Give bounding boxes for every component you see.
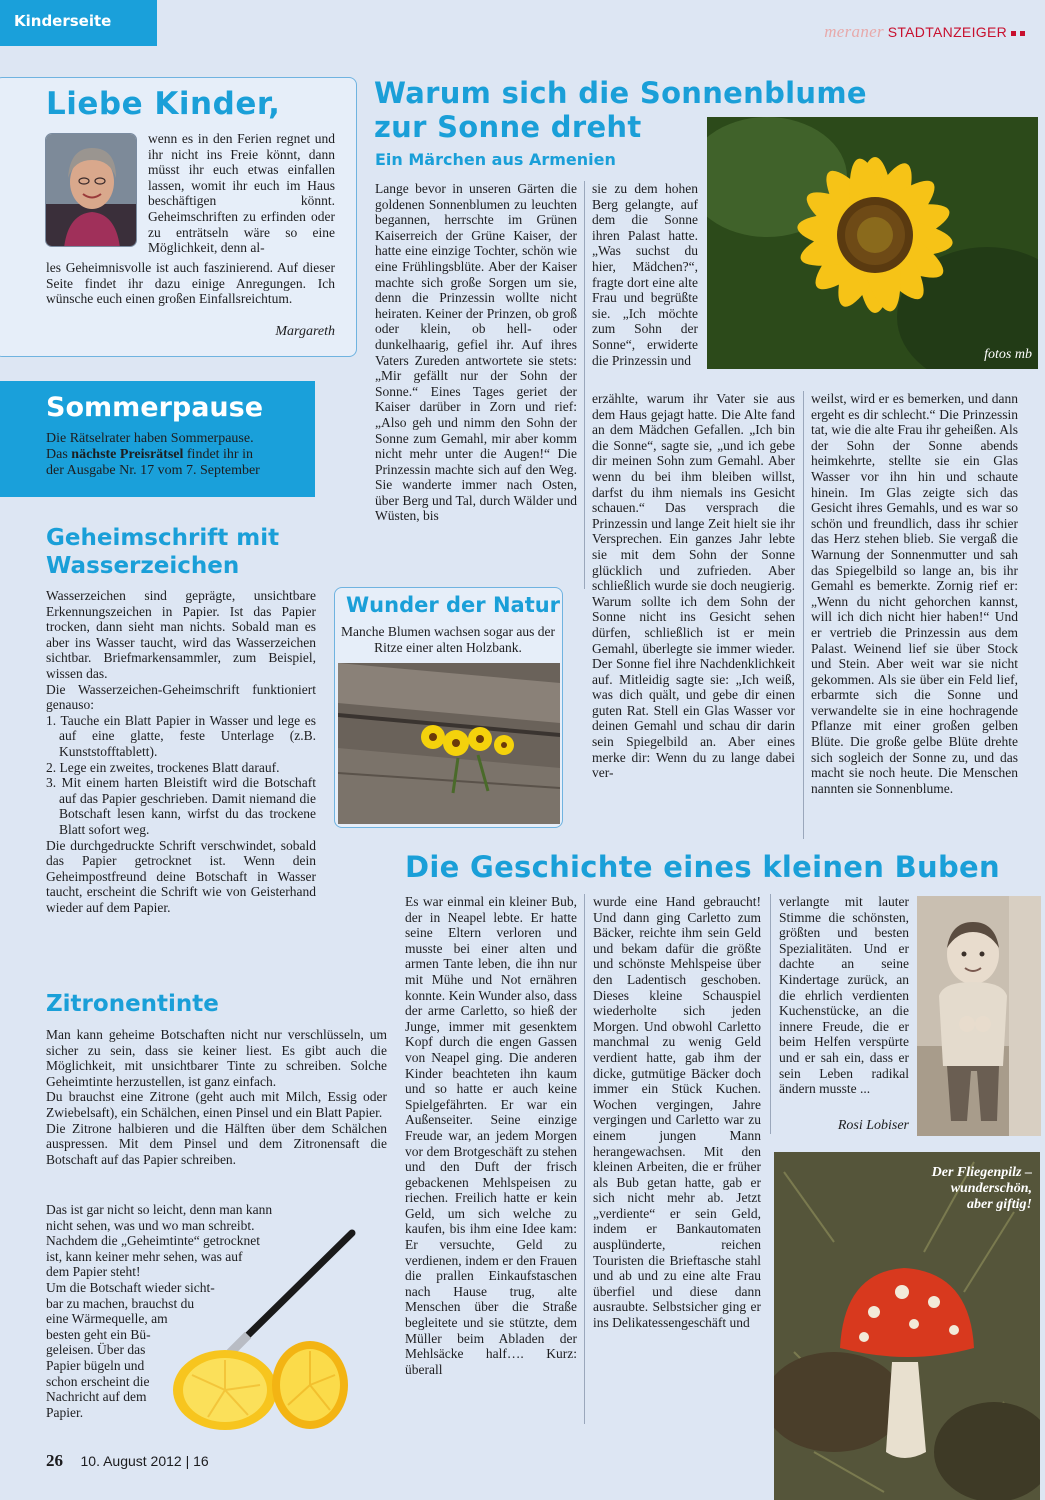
step-text: Lege ein zweites, trockenes Blatt darauf.: [59, 759, 280, 775]
geheimschrift-title: Geheimschrift mit Wasserzeichen: [46, 525, 280, 579]
zitrone-line: Nachdem die „Geheimtinte“ getrocknet: [46, 1233, 261, 1249]
zitrone-line: Papier.: [46, 1404, 84, 1420]
zitrone-line: Das ist gar nicht so leicht, denn man kann: [46, 1202, 273, 1217]
buben-col1: Es war einmal ein kleiner Bub, der in Neapel lebte. Er hatte seine Eltern verloren und musste bei einer alten und armen Tante leben, die ihn nur mit Mühe und Not ernähren konnte. Kein Wunder also, dass der arme Carletto, so hieß der Junge, immer mit gesenktem Kopf durch die engen Gassen von Neapel ging. Die anderen Kinder beachteten ihn kaum und so hatte er auch keine Spielgefährten. Er war ein Außenseiter. Seine einzige Freude war, an jedem Morgen vor dem Brotgeschäft zu stehen und den Duft der frisch gebackenen Mehlspeisen zu riechen. Freilich hatte er kein Geld, um sich welche zu kaufen, bis ihm eine Idee kam: Er versuchte, Geld zu verdienen, indem er den Frauen die prallen Einkaufstaschen nach Hause trug, alte Menschen über die Straße begleitete und sie stützte, dem Müller beim Abladen der Mehlsäcke half…. Kurz: überall: [405, 894, 577, 1377]
zitrone-line: Papier bügeln und: [46, 1357, 145, 1373]
letter-text-full: les Geheimnisvolle ist auch faszinierend. Auf dieser Seite findet ihr dazu einige Anregungen. Ich wünsche euch einen großen Einfallsreichtum.: [46, 260, 335, 307]
author-portrait: [45, 133, 137, 247]
geheim-outro: Die durchgedruckte Schrift verschwindet, sobald das Papier getrocknet ist. Wenn dein Geheimpostfreund deine Botschaft in Wasser taucht, erscheint die Schrift wie von Geisterhand wieder auf dem Papier.: [46, 837, 316, 915]
letter-title: Liebe Kinder,: [46, 86, 281, 122]
buben-col3: verlangte mit lauter Stimme die schönsten, größten und besten Spezialitäten. Und er dachte an seine Kindertage zurück, an die ehrlich verdienten Kuchenstücke, an die innere Freude, die er beim Helfen verspürte und er sah ein, dass er sein Leben radikal ändern musste ...: [779, 894, 909, 1097]
zitrone-line: geleisen. Über das: [46, 1342, 146, 1358]
zitrone-line: ist, kann keiner mehr sehen, was auf: [46, 1248, 243, 1264]
sommerpause-text: [46, 431, 311, 479]
sommerpause-line: der Ausgabe Nr. 17 vom 7. September: [46, 463, 260, 478]
mushroom-caption-l2: wunderschön,: [950, 1181, 1032, 1196]
sonnenblume-col1: Lange bevor in unseren Gärten die goldenen Sonnenblumen zu leuchten begannen, herrschte im Grünen Kaiserreich der Grüne Kaiser, der hatte eine einzige Tochter, schön wie eine Frühlingsblüte. Aber der Kaiser machte sich große Sorgen um sie, denn die Prinzessin wollte nicht heiraten. Keiner der Prinzen, ob groß oder klein, ob hell- oder dunkelhaarig, gefiel ihr. Auf ihres Vaters Zureden antwortete sie stets: „Mir gefällt nur der Sohn der Sonne.“ Eines Tages geriet der Kaiser darüber in Zorn und rief: „Also geh und nimm den Sohn der Sonne zum Gemahl, mir aber komm nicht mehr unter die Augen!“ Die Prinzessin machte sich auf den Weg. Sie wanderte immer nach Osten, über Berg und Tal, durch Wälder und Wüsten, bis: [375, 181, 577, 524]
step-item: 3. Mit einem harten Bleistift wird die Botschaft auf das Papier geschrieben. Damit niemand die Botschaft lesen kann, wirfst du das trockene Blatt sofort weg.: [46, 775, 316, 837]
lemon-brush-image: [170, 1225, 360, 1435]
text-span: findet ihr in: [183, 447, 253, 462]
zitrone-line: besten geht ein Bü-: [46, 1326, 151, 1342]
zitrone-line: nicht sehen, was und wo man schreibt.: [46, 1217, 255, 1233]
zitrone-p1: Man kann geheime Botschaften nicht nur verschlüsseln, um sicher zu sein, dass sie keiner liest. Es gibt auch die Möglichkeit, mit unsichtbarer Tinte zu schreiben. Solche Geheimtinte herzustellen, ist ganz einfach.: [46, 1027, 387, 1089]
zitronentinte-title: Zitronentinte: [46, 991, 219, 1017]
title-line: Warum sich die Sonnenblume: [374, 76, 867, 110]
buben-author: Rosi Lobiser: [837, 1118, 909, 1133]
sommerpause-line: Die Rätselrater haben Sommerpause.: [46, 431, 254, 446]
buben-title: Die Geschichte eines kleinen Buben: [405, 850, 1000, 884]
sonnenblume-col2-narrow: sie zu dem hohen Berg gelangte, auf dem die Sonne ihren Palast hatte. „Was suchst du hier, Mädchen?“, fragte dort eine alte Frau und begrüßte sie. „Ich möchte zum Sohn der Sonne“, erwiderte die Prinzessin und: [592, 181, 698, 368]
step-item: 1. Tauche ein Blatt Papier in Wasser und lege es auf eine glatte, feste Unterlage (z.B. Kunststofftablett).: [46, 712, 316, 759]
wunder-caption: Manche Blumen wachsen sogar aus der Ritze einer alten Holzbank.: [340, 624, 556, 655]
zitrone-p2: Du brauchst eine Zitrone (geht auch mit Milch, Essig oder Zwiebelsaft), ein Schälchen, einen Pinsel und ein Blatt Papier.: [46, 1089, 387, 1120]
zitrone-line: eine Wärmequelle, am: [46, 1311, 168, 1327]
letter-text-wrap: wenn es in den Ferien regnet und ihr nicht ins Freie könnt, dann müsst ihr euch etwas einfallen lassen, womit ihr euch im Haus beschäftigen könnt. Geheimschriften zu erfinden oder zu enträtseln wäre so eine Möglichkeit, denn al-: [148, 131, 335, 256]
issue-date: 10. August 2012 | 16: [80, 1453, 209, 1469]
zitrone-line: bar zu machen, brauchst du: [46, 1295, 195, 1311]
column-rule: [770, 894, 771, 1134]
footer: [46, 1451, 209, 1471]
sunflower-photo: [707, 117, 1038, 369]
masthead-stadtanzeiger: STADTANZEIGER: [887, 24, 1007, 40]
step-item: 2. Lege ein zweites, trockenes Blatt darauf.: [46, 759, 280, 775]
masthead: [824, 22, 1025, 42]
wunder-title: Wunder der Natur: [346, 593, 561, 617]
sommerpause-title: Sommerpause: [46, 392, 264, 423]
sonnenblume-subtitle: Ein Märchen aus Armenien: [375, 150, 616, 169]
geheim-intro: Wasserzeichen sind geprägte, unsichtbare Erkennungszeichen in Papier. Ist das Papier trocken, dann sieht man nichts. Sobald man es aber ins Wasser taucht, wird das Wasserzeichen sichtbar. Briefmarkensammler, zum Beispiel, wissen das.: [46, 588, 316, 681]
masthead-meraner: meraner: [824, 22, 884, 41]
geheimschrift-text: [46, 588, 316, 915]
zitrone-line: Nachricht auf dem: [46, 1389, 147, 1405]
section-tab: Kinderseite: [0, 0, 157, 46]
mushroom-caption-l3: aber giftig!: [967, 1197, 1032, 1212]
sommerpause-line: [46, 447, 311, 463]
sonnenblume-col3: weilst, wird er es bemerken, und dann ergeht es dir schlecht.“ Die Prinzessin tat, wie die alte Frau ihr geheißen. Als der Sohn der Sonne abends heimkehrte, stellte sie ein Glas Wasser vor ihn hin und schaute hinein. Im Glas zeigte sich das Gesicht ihres Gemahls, und es war so schön und freundlich, dass ihr schier das Herz stehen blieb. Sie vergaß die Warnung der Sonnenmutter und sah das Spiegelbild so lange an, bis ihr Gemahl es bemerkte. Zornig rief er: „Wenn du nicht gehorchen kannst, will ich dich nicht hier haben!“ Und er vertrieb die Prinzessin aus dem Palast. Weinend lief sie über Stock und Stein. Aber weit war sie nicht gekommen. Als sie über ein Feld lief, erbarmte sich die Sonne und verwandelte sie in eine hochragende Pflanze mit einer großen gelben Blüte. Die große gelbe Blüte drehte sich sogleich der Sonne zu, und das macht sie noch heute. Die Menschen nannten sie Sonnenblume.: [811, 391, 1018, 796]
photo-credit: fotos mb: [984, 347, 1032, 362]
zitrone-text: [46, 1027, 387, 1167]
buben-col2: wurde eine Hand gebraucht! Und dann ging Carletto zum Bäcker, reichte ihm sein Geld und bekam dafür die größte und schönste Mehlspeise über den Ladentisch geschoben. Dieses kleine Schauspiel wiederholte sich jeden Morgen. Und obwohl Carletto manchmal zu wenig Geld verdient hatte, gab ihm der dicke, gutmütige Bäcker doch immer ein Stück Kuchen. Wochen vergingen, Jahre vergingen und Carletto war zu einem jungen Mann herangewachsen. Mit den kleinen Arbeiten, die er früher als Bub getan hatte, gab er sich nicht mehr ab. Jetzt „verdiente“ er sein Geld, indem er Bankautomaten ausplünderte, reichen Touristen die Brieftasche stahl und ab und zu eine alte Frau überfiel und diese dann ausraubte. Selbstsicher ging er ins Delikatessengeschäft und: [593, 894, 761, 1331]
column-rule: [584, 894, 585, 1424]
sonnenblume-col2-wide: erzählte, warum ihr Vater sie aus dem Haus gejagt hatte. Die Alte fand an dem Mädchen Gefallen. „Ich bin die Sonne“, sagte sie, „und ich gebe dir meinen Sohn zum Gemahl. Aber wenn du bei ihm bleiben willst, darfst du ihm niemals ins Gesicht schauen.“ Das versprach die Prinzessin und lange Zeit hielt sie ihr Versprechen. Ein ganzes Jahr lebte sie mit dem Sohn der Sonne glücklich und zufrieden. Aber schließlich wurde sie doch neugierig. Warum sollte ich dem Sohn der Sonne nicht ins Gesicht sehen dürfen, schließlich ist er mein Gemahl, überlegte sie immer wieder. Der Sonne fiel ihre Nachdenklichkeit auf. Mitleidig sagte sie: „Ich weiß, was dich quält, und gebe dir einen guten Rat. Stell ein Glas Wasser vor deinen Gemahl und schau dir darin sein Spiegelbild an. Aber eines merke dir: Wenn du zu lange dabei ver-: [592, 391, 795, 781]
geheim-intro2: Die Wasserzeichen-Geheimschrift funktioniert genauso:: [46, 681, 316, 713]
child-photo: [917, 896, 1041, 1136]
preisraetsel-bold: nächste Preisrätsel: [71, 447, 184, 462]
step-text: Tauche ein Blatt Papier in Wasser und lege es auf eine glatte, feste Unterlage (z.B. Kunststofftablett).: [59, 712, 316, 759]
column-rule: [803, 391, 804, 839]
text-span: Das: [46, 447, 72, 462]
page-number: 26: [46, 1451, 63, 1470]
square-icon: [1011, 31, 1016, 36]
column-rule: [584, 181, 585, 589]
square-icon: [1020, 31, 1025, 36]
portrait-image: [46, 134, 137, 247]
zitrone-line: schon erscheint die: [46, 1373, 150, 1389]
zitrone-line: Um die Botschaft wieder sicht-: [46, 1279, 215, 1295]
mushroom-caption-l1: Der Fliegenpilz –: [931, 1165, 1032, 1180]
geheim-steps: [46, 713, 316, 838]
step-text: Mit einem harten Bleistift wird die Botschaft auf das Papier geschrieben. Damit niemand die Botschaft lesen kann, wirfst du das trockene Blatt sofort weg.: [59, 775, 316, 837]
title-line: zur Sonne dreht: [374, 110, 642, 144]
letter-signature: Margareth: [275, 324, 335, 339]
bench-flower-photo: [338, 663, 560, 824]
mushroom-photo: [774, 1152, 1040, 1500]
zitrone-p3: Die Zitrone halbieren und die Hälften über dem Schälchen auspressen. Mit dem Pinsel und dem Zitronensaft die Botschaft auf das Papier schreiben.: [46, 1120, 387, 1167]
zitrone-line: dem Papier steht!: [46, 1264, 141, 1280]
